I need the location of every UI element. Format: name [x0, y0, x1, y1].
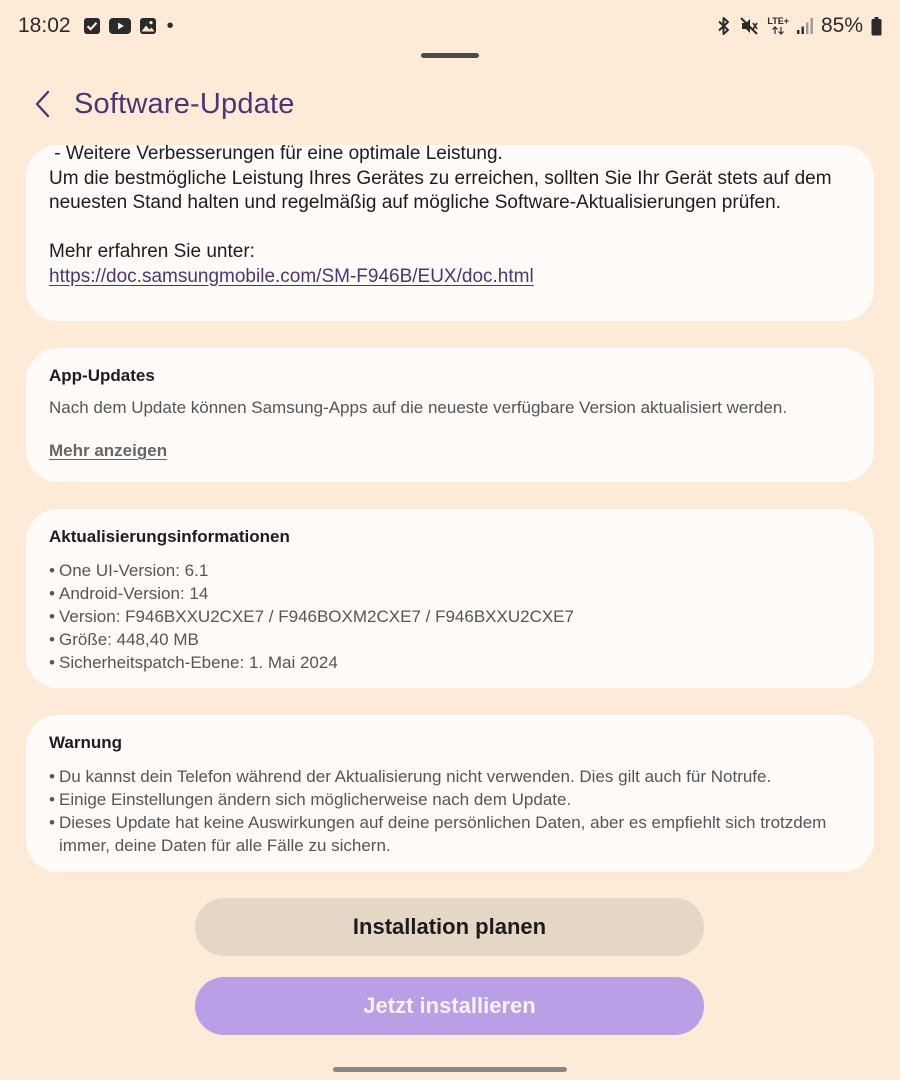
release-notes-link[interactable]: https://doc.samsungmobile.com/SM-F946B/EUX/doc.html	[49, 265, 534, 287]
notes-line-improvements: - Weitere Verbesserungen für eine optimale Leistung.	[49, 143, 503, 164]
info-build-version: • Version: F946BXXU2CXE7 / F946BOXM2CXE7 / F946BXXU2CXE7	[49, 605, 851, 628]
battery-icon	[871, 17, 882, 36]
info-one-ui-version: • One UI-Version: 6.1	[49, 559, 851, 582]
status-bar	[0, 0, 900, 52]
lte-label: LTE+	[767, 16, 789, 26]
app-updates-body: Nach dem Update können Samsung-Apps auf die neueste verfügbare Version aktualisiert werden.	[49, 398, 788, 417]
chevron-left-icon	[34, 90, 50, 118]
back-button[interactable]	[28, 84, 56, 124]
warning-item-settings: • Einige Einstellungen ändern sich möglicherweise nach dem Update.	[49, 788, 851, 811]
status-right	[717, 14, 882, 38]
app-updates-title: App-Updates	[49, 366, 155, 385]
info-security-patch: • Sicherheitspatch-Ebene: 1. Mai 2024	[49, 651, 851, 674]
warning-item-no-use: • Du kannst dein Telefon während der Aktualisierung nicht verwenden. Dies gilt auch für Notrufe.	[49, 765, 851, 788]
update-info-card	[26, 509, 874, 688]
notification-dot: •	[166, 14, 174, 37]
bluetooth-icon	[717, 16, 731, 36]
battery-percent: 85%	[820, 14, 863, 37]
gesture-nav-bar[interactable]	[333, 1067, 567, 1072]
info-android-version: • Android-Version: 14	[49, 582, 851, 605]
warning-card	[26, 715, 874, 872]
install-now-button[interactable]: Jetzt installieren	[195, 977, 704, 1035]
page-title: Software-Update	[74, 87, 295, 120]
status-left	[18, 14, 174, 38]
release-notes-card	[26, 145, 874, 321]
notes-more-info: Mehr erfahren Sie unter:	[49, 241, 255, 262]
lte-icon	[767, 17, 789, 35]
mute-icon	[739, 16, 759, 36]
notes-line-recommendation: Um die bestmögliche Leistung Ihres Gerätes zu erreichen, sollten Sie Ihr Gerät stets auf dem neuesten Stand halten und regelmäßig auf mögliche Software-Aktualisierungen prüfen.	[49, 167, 832, 213]
checkbox-icon	[83, 17, 101, 35]
update-info-list	[49, 559, 851, 674]
warning-item-backup: • Dieses Update hat keine Auswirkungen auf deine persönlichen Daten, aber es empfiehlt sich trotzdem immer, deine Daten für alle Fälle zu sichern.	[49, 811, 851, 857]
drag-handle[interactable]	[421, 53, 479, 58]
warning-title: Warnung	[49, 733, 123, 752]
app-updates-card	[26, 348, 874, 482]
gallery-icon	[139, 17, 157, 35]
update-info-title: Aktualisierungsinformationen	[49, 527, 290, 546]
info-size: • Größe: 448,40 MB	[49, 628, 851, 651]
status-time: 18:02	[18, 14, 71, 37]
schedule-install-button[interactable]: Installation planen	[195, 898, 704, 956]
show-more-link[interactable]: Mehr anzeigen	[49, 441, 168, 460]
youtube-icon	[109, 18, 131, 34]
signal-icon	[797, 17, 813, 35]
warning-list	[49, 765, 851, 857]
header	[28, 82, 295, 126]
